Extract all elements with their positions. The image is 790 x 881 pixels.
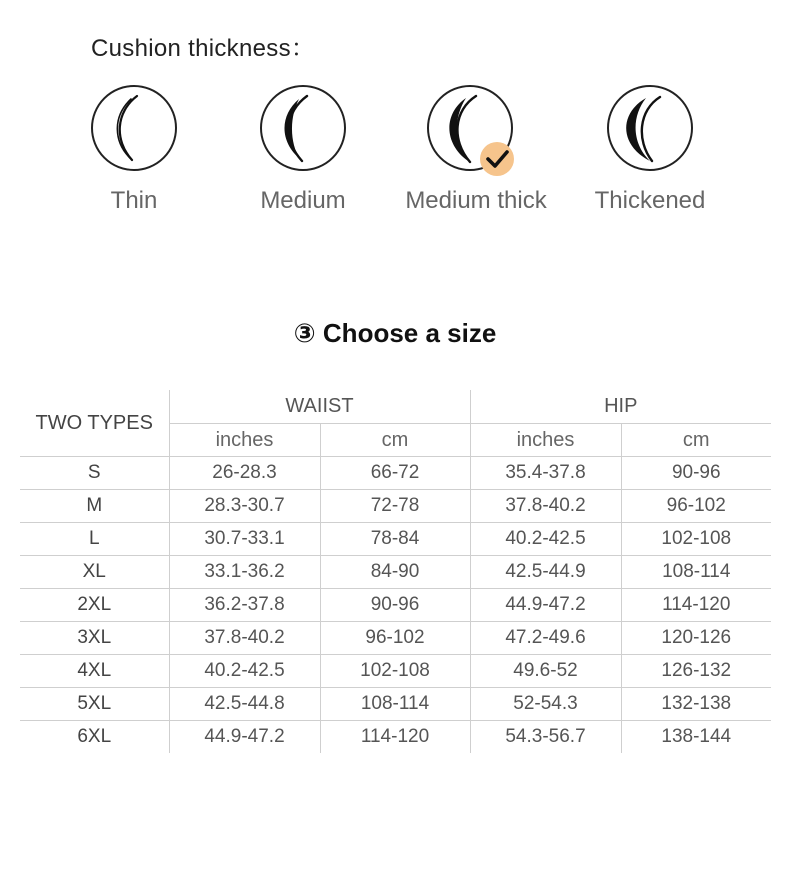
table-row: [20, 490, 771, 523]
table-row: [20, 457, 771, 490]
selected-check-icon: [480, 142, 514, 176]
size-cell: S: [20, 457, 169, 490]
hip-inches-cell: 42.5-44.9: [470, 556, 621, 589]
hip-cm-cell: 102-108: [621, 523, 771, 556]
size-cell: 3XL: [20, 622, 169, 655]
hip-inches-cell: 54.3-56.7: [470, 721, 621, 754]
table-row: [20, 622, 771, 655]
waist-cm-cell: 102-108: [320, 655, 470, 688]
size-cell: 5XL: [20, 688, 169, 721]
cushion-label-medium-thick: Medium thick: [405, 187, 547, 214]
size-cell: 6XL: [20, 721, 169, 754]
cushion-label-thin: Thin: [110, 187, 158, 214]
hip-cm-cell: 120-126: [621, 622, 771, 655]
cushion-heading: Cushion thickness：: [91, 35, 316, 62]
waist-inches-cell: 30.7-33.1: [169, 523, 320, 556]
unit-header-waist-cm: cm: [320, 424, 470, 457]
size-cell: 2XL: [20, 589, 169, 622]
cushion-option-thin[interactable]: [49, 84, 219, 215]
size-cell: 4XL: [20, 655, 169, 688]
table-row: [20, 589, 771, 622]
hip-inches-cell: 52-54.3: [470, 688, 621, 721]
hip-cm-cell: 96-102: [621, 490, 771, 523]
waist-inches-cell: 33.1-36.2: [169, 556, 320, 589]
waist-inches-cell: 36.2-37.8: [169, 589, 320, 622]
table-row: [20, 523, 771, 556]
unit-header-hip-cm: cm: [621, 424, 771, 457]
hip-cm-cell: 126-132: [621, 655, 771, 688]
size-section-title: ③ Choose a size: [293, 318, 497, 348]
hip-inches-cell: 40.2-42.5: [470, 523, 621, 556]
size-cell: XL: [20, 556, 169, 589]
thickened-cushion-icon: [606, 84, 694, 172]
hip-cm-cell: 90-96: [621, 457, 771, 490]
unit-header-waist-inches: inches: [169, 424, 320, 457]
unit-header-hip-inches: inches: [470, 424, 621, 457]
table-row: [20, 721, 771, 754]
hip-cm-cell: 138-144: [621, 721, 771, 754]
waist-inches-cell: 44.9-47.2: [169, 721, 320, 754]
cushion-label-medium: Medium: [260, 187, 346, 214]
hip-inches-cell: 49.6-52: [470, 655, 621, 688]
hip-inches-cell: 37.8-40.2: [470, 490, 621, 523]
waist-cm-cell: 90-96: [320, 589, 470, 622]
table-row: [20, 655, 771, 688]
cushion-option-medium[interactable]: [218, 84, 388, 215]
waist-cm-cell: 84-90: [320, 556, 470, 589]
size-table: [20, 390, 771, 753]
waist-cm-cell: 66-72: [320, 457, 470, 490]
waist-inches-cell: 28.3-30.7: [169, 490, 320, 523]
waist-inches-cell: 37.8-40.2: [169, 622, 320, 655]
cushion-label-thickened: Thickened: [594, 187, 706, 214]
row-header-two-types: TWO TYPES: [35, 411, 153, 434]
hip-inches-cell: 47.2-49.6: [470, 622, 621, 655]
table-row: [20, 688, 771, 721]
group-header-waist: WAIIST: [169, 390, 470, 424]
medium-thick-cushion-icon: [426, 84, 526, 180]
hip-cm-cell: 114-120: [621, 589, 771, 622]
table-row: [20, 556, 771, 589]
hip-inches-cell: 35.4-37.8: [470, 457, 621, 490]
hip-inches-cell: 44.9-47.2: [470, 589, 621, 622]
medium-cushion-icon: [259, 84, 347, 172]
group-header-hip: HIP: [470, 390, 771, 424]
waist-cm-cell: 96-102: [320, 622, 470, 655]
waist-cm-cell: 108-114: [320, 688, 470, 721]
hip-cm-cell: 132-138: [621, 688, 771, 721]
waist-inches-cell: 42.5-44.8: [169, 688, 320, 721]
cushion-option-thickened[interactable]: [565, 84, 735, 215]
size-cell: M: [20, 490, 169, 523]
hip-cm-cell: 108-114: [621, 556, 771, 589]
thin-cushion-icon: [90, 84, 178, 172]
waist-cm-cell: 72-78: [320, 490, 470, 523]
cushion-option-medium-thick[interactable]: [391, 84, 561, 215]
waist-cm-cell: 114-120: [320, 721, 470, 754]
size-cell: L: [20, 523, 169, 556]
waist-inches-cell: 40.2-42.5: [169, 655, 320, 688]
waist-inches-cell: 26-28.3: [169, 457, 320, 490]
waist-cm-cell: 78-84: [320, 523, 470, 556]
